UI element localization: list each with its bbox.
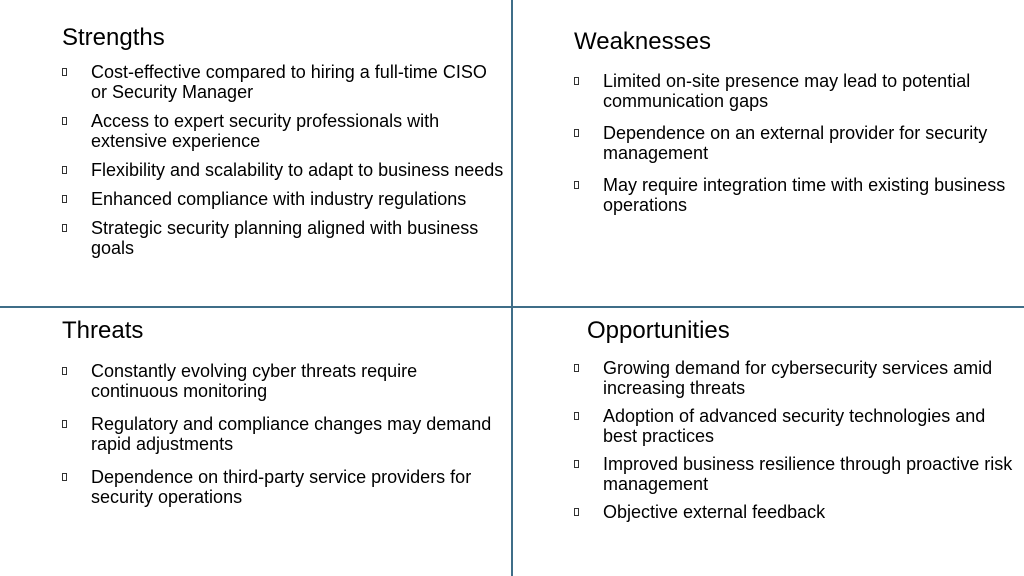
list-item-text: Access to expert security professionals with extensive experience: [91, 111, 440, 151]
list-item: [62, 160, 507, 180]
strengths-title: Strengths: [62, 24, 165, 51]
list-item: [62, 218, 507, 258]
weaknesses-quadrant: [574, 28, 1014, 227]
bullet-box-icon: [62, 68, 67, 76]
threats-quadrant: [62, 317, 507, 520]
bullet-box-icon: [62, 166, 67, 174]
list-item-text: Dependence on an external provider for security management: [603, 123, 988, 163]
threats-list: [62, 361, 507, 507]
weaknesses-list: [574, 71, 1014, 215]
list-item-text: Objective external feedback: [603, 502, 826, 522]
opportunities-quadrant: [574, 317, 1014, 530]
list-item: [574, 454, 1014, 494]
bullet-box-icon: [62, 195, 67, 203]
horizontal-divider: [0, 306, 1024, 308]
strengths-list: [62, 62, 507, 258]
bullet-box-icon: [574, 77, 579, 85]
bullet-box-icon: [574, 508, 579, 516]
list-item: [574, 406, 1014, 446]
list-item-text: Regulatory and compliance changes may demand rapid adjustments: [91, 414, 492, 454]
list-item: [62, 414, 507, 454]
weaknesses-title: Weaknesses: [574, 28, 711, 55]
list-item: [62, 62, 507, 102]
bullet-box-icon: [62, 224, 67, 232]
list-item-text: Growing demand for cybersecurity services amid increasing threats: [603, 358, 993, 398]
opportunities-list: [574, 358, 1014, 522]
vertical-divider: [511, 0, 513, 576]
list-item: [574, 123, 1014, 163]
bullet-box-icon: [574, 412, 579, 420]
list-item: [574, 71, 1014, 111]
list-item-text: Cost-effective compared to hiring a full-time CISO or Security Manager: [91, 62, 487, 102]
bullet-box-icon: [574, 181, 579, 189]
list-item-text: Enhanced compliance with industry regulations: [91, 189, 467, 209]
strengths-quadrant: [62, 24, 507, 267]
list-item: [62, 189, 507, 209]
bullet-box-icon: [62, 367, 67, 375]
bullet-box-icon: [62, 420, 67, 428]
threats-title: Threats: [62, 317, 144, 344]
list-item-text: Dependence on third-party service providers for security operations: [91, 467, 472, 507]
list-item-text: Strategic security planning aligned with business goals: [91, 218, 479, 258]
list-item: [574, 502, 1014, 522]
list-item: [574, 175, 1014, 215]
list-item-text: May require integration time with existing business operations: [603, 175, 1006, 215]
bullet-box-icon: [574, 460, 579, 468]
bullet-box-icon: [574, 129, 579, 137]
bullet-box-icon: [62, 473, 67, 481]
list-item-text: Adoption of advanced security technologies and best practices: [603, 406, 986, 446]
list-item-text: Flexibility and scalability to adapt to business needs: [91, 160, 504, 180]
list-item-text: Constantly evolving cyber threats require continuous monitoring: [91, 361, 418, 401]
list-item-text: Limited on-site presence may lead to potential communication gaps: [603, 71, 971, 111]
list-item: [62, 361, 507, 401]
list-item: [62, 111, 507, 151]
list-item: [574, 358, 1014, 398]
opportunities-title: Opportunities: [587, 317, 730, 344]
list-item: [62, 467, 507, 507]
list-item-text: Improved business resilience through proactive risk management: [603, 454, 1013, 494]
bullet-box-icon: [574, 364, 579, 372]
bullet-box-icon: [62, 117, 67, 125]
